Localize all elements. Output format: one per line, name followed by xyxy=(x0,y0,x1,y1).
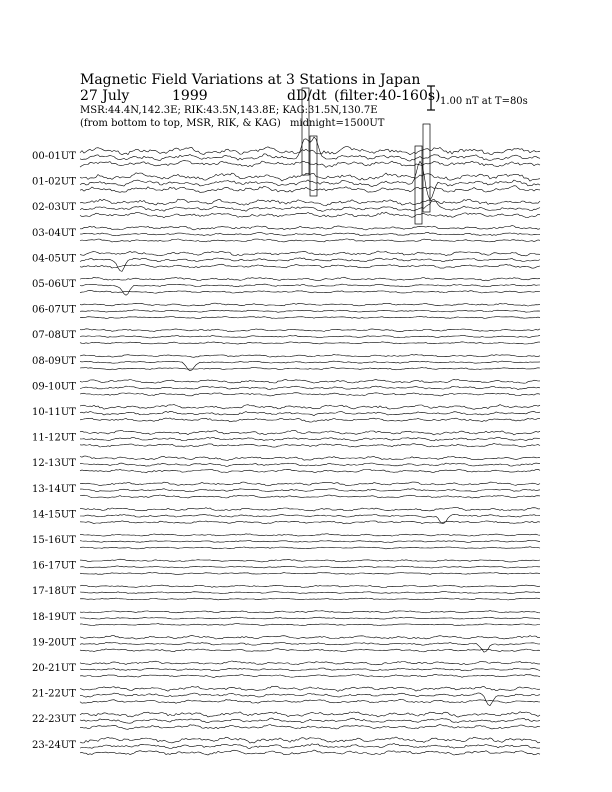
station-trace-MSR xyxy=(80,239,540,242)
hour-row xyxy=(32,534,540,549)
station-trace-KAG xyxy=(80,277,540,281)
station-trace-MSR xyxy=(80,368,540,370)
row-label: 18-19UT xyxy=(32,611,76,623)
row-label: 19-20UT xyxy=(32,637,76,649)
hour-row xyxy=(32,277,540,295)
hour-row xyxy=(32,379,540,396)
row-label: 20-21UT xyxy=(32,663,76,674)
hour-row xyxy=(32,712,540,730)
row-label: 00-01UT xyxy=(32,151,76,162)
hour-row xyxy=(32,456,540,473)
row-label: 16-17UT xyxy=(32,560,76,572)
station-trace-KAG xyxy=(80,508,540,512)
hour-row xyxy=(32,303,540,318)
station-trace-MSR xyxy=(80,469,540,473)
station-trace-MSR xyxy=(80,674,540,677)
row-label: 11-12UT xyxy=(32,432,76,444)
row-label: 08-09UT xyxy=(32,355,76,367)
station-trace-RIK xyxy=(80,668,540,671)
station-trace-MSR xyxy=(80,316,540,318)
station-trace-KAG xyxy=(80,355,540,358)
station-trace-RIK xyxy=(80,386,540,389)
station-trace-RIK xyxy=(80,335,540,338)
hour-row xyxy=(32,636,540,653)
station-trace-RIK xyxy=(80,411,540,415)
date-day: 27 July xyxy=(80,88,130,104)
hour-row xyxy=(32,329,540,344)
station-trace-KAG xyxy=(80,456,540,460)
station-trace-RIK xyxy=(80,566,540,568)
midnight-label: midnight=1500UT xyxy=(289,118,385,129)
station-trace-KAG xyxy=(80,534,540,536)
station-trace-MSR xyxy=(80,649,540,652)
station-trace-KAG xyxy=(80,636,540,640)
station-trace-MSR xyxy=(80,521,540,524)
station-trace-MSR xyxy=(80,750,540,755)
station-trace-KAG xyxy=(80,226,540,230)
scale-bar xyxy=(427,86,435,110)
station-trace-RIK xyxy=(80,232,540,236)
row-label: 23-24UT xyxy=(32,739,76,751)
row-label: 04-05UT xyxy=(32,253,76,265)
row-label: 09-10UT xyxy=(32,381,76,393)
hour-row xyxy=(32,482,540,498)
station-trace-RIK xyxy=(80,437,540,441)
station-trace-RIK xyxy=(80,199,540,211)
quantity-label: dD/dt xyxy=(287,88,327,104)
station-trace-RIK xyxy=(80,744,540,749)
row-label: 10-11UT xyxy=(32,407,76,418)
station-trace-MSR xyxy=(80,444,540,448)
row-label: 02-03UT xyxy=(32,202,76,214)
scale-label: 1.00 nT at T=80s xyxy=(440,96,528,107)
station-trace-RIK xyxy=(80,718,540,723)
station-trace-MSR xyxy=(80,547,540,549)
station-trace-KAG xyxy=(80,585,540,588)
hour-row xyxy=(32,508,540,524)
station-trace-MSR xyxy=(80,598,540,600)
station-trace-RIK xyxy=(80,592,540,594)
station-trace-RIK xyxy=(80,489,540,492)
station-trace-MSR xyxy=(80,418,540,422)
station-trace-MSR xyxy=(80,699,540,703)
station-trace-KAG xyxy=(80,303,540,306)
station-trace-KAG xyxy=(80,405,540,410)
station-trace-KAG xyxy=(80,199,540,206)
station-trace-MSR xyxy=(80,290,540,293)
station-trace-KAG xyxy=(80,329,540,332)
hour-row xyxy=(32,686,540,705)
station-trace-MSR xyxy=(80,495,540,498)
station-trace-RIK xyxy=(80,617,540,619)
station-trace-RIK xyxy=(80,514,540,523)
hour-row xyxy=(32,226,540,242)
hour-row xyxy=(32,161,540,200)
station-trace-MSR xyxy=(80,573,540,575)
row-label: 22-23UT xyxy=(32,714,76,726)
row-label: 03-04UT xyxy=(32,227,76,239)
station-trace-RIK xyxy=(80,310,540,313)
station-trace-RIK xyxy=(80,642,540,652)
station-trace-RIK xyxy=(80,463,540,466)
station-trace-RIK xyxy=(80,258,540,272)
station-trace-RIK xyxy=(80,693,540,706)
station-trace-KAG xyxy=(80,251,540,256)
row-label: 05-06UT xyxy=(32,279,76,290)
hour-row xyxy=(32,355,540,371)
stations-line: MSR:44.4N,142.3E; RIK:43.5N,143.8E; KAG:31.5N,130.7E xyxy=(80,105,378,116)
station-trace-MSR xyxy=(80,724,540,729)
row-label: 13-14UT xyxy=(32,483,76,495)
row-label: 01-02UT xyxy=(32,176,76,188)
row-label: 15-16UT xyxy=(32,535,76,546)
row-label: 12-13UT xyxy=(32,458,76,470)
station-order: (from bottom to top, MSR, RIK, & KAG) xyxy=(80,118,281,129)
station-trace-KAG xyxy=(80,430,540,435)
hour-row xyxy=(32,405,540,423)
hour-row xyxy=(32,585,540,600)
station-trace-KAG xyxy=(80,737,540,743)
hour-row xyxy=(32,430,540,447)
station-trace-KAG xyxy=(80,611,540,613)
station-trace-KAG xyxy=(80,661,540,665)
hour-row xyxy=(32,199,540,218)
station-trace-MSR xyxy=(80,212,540,218)
hour-row xyxy=(32,661,540,678)
station-trace-KAG xyxy=(80,559,540,562)
hour-row xyxy=(32,251,540,271)
row-label: 07-08UT xyxy=(32,330,76,342)
row-label: 21-22UT xyxy=(32,688,76,700)
station-trace-RIK xyxy=(80,541,540,543)
station-trace-KAG xyxy=(80,379,540,383)
row-label: 14-15UT xyxy=(32,509,76,521)
row-label: 06-07UT xyxy=(32,304,76,316)
station-trace-MSR xyxy=(80,624,540,626)
hour-row xyxy=(32,559,540,574)
clipped-excursion xyxy=(423,124,430,212)
station-trace-MSR xyxy=(80,264,540,268)
clipped-excursion xyxy=(310,136,317,196)
hour-row xyxy=(32,737,540,755)
station-trace-KAG xyxy=(80,712,540,718)
filter-label: (filter:40-160s) xyxy=(334,88,441,104)
hour-row xyxy=(32,137,540,167)
station-trace-RIK xyxy=(80,284,540,295)
station-trace-MSR xyxy=(80,342,540,344)
station-trace-KAG xyxy=(80,482,540,486)
station-trace-KAG xyxy=(80,686,540,691)
row-label: 17-18UT xyxy=(32,586,76,598)
hour-row xyxy=(32,611,540,626)
station-trace-MSR xyxy=(80,393,540,396)
date-year: 1999 xyxy=(172,88,208,104)
chart-title: Magnetic Field Variations at 3 Stations in Japan xyxy=(80,72,421,88)
